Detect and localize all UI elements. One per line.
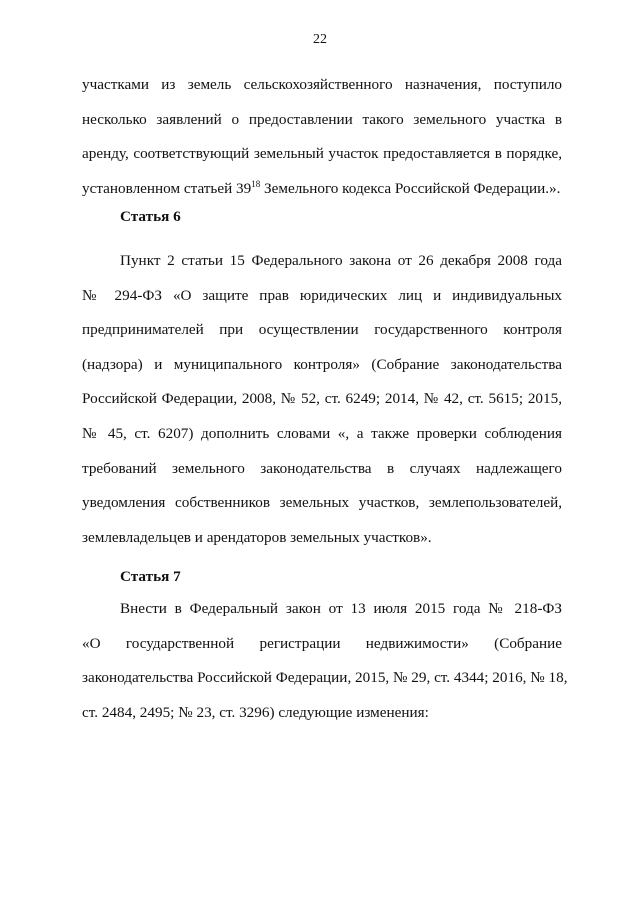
paragraph-last-line: ст. 2484, 2495; № 23, ст. 3296) следующие изменения: [82, 703, 429, 721]
paragraph-line: предпринимателей при осуществлении государственного контроля [82, 321, 562, 339]
paragraph-line: участками из земель сельскохозяйственного назначения, поступило [82, 76, 562, 93]
paragraph-line: № 294-ФЗ «О защите прав юридических лиц и индивидуальных [82, 286, 562, 304]
article-7-heading: Статья 7 [120, 568, 181, 585]
paragraph-line: Внести в Федеральный закон от 13 июля 2015 года № 218-ФЗ [120, 600, 562, 617]
paragraph-line: (надзора) и муниципального контроля» (Собрание законодательства [82, 355, 562, 373]
page-number: 22 [313, 32, 327, 47]
continuation-paragraph [82, 68, 562, 206]
paragraph-line: аренду, соответствующий земельный участок предоставляется в порядке, [82, 145, 562, 163]
paragraph-last-line [82, 172, 562, 207]
article-6-paragraph [82, 244, 562, 555]
paragraph-line: несколько заявлений о предоставлении такого земельного участка в [82, 110, 562, 128]
superscript: 18 [251, 178, 261, 189]
line-text: установленном статьей 39 [82, 179, 252, 197]
paragraph-last-line: землевладельцев и арендаторов земельных участков». [82, 528, 432, 546]
paragraph-line: Российской Федерации, 2008, № 52, ст. 6249; 2014, № 42, ст. 5615; 2015, [82, 390, 562, 408]
paragraph-line: Пункт 2 статьи 15 Федерального закона от 26 декабря 2008 года [120, 252, 562, 269]
paragraph-line: требований земельного законодательства в случаях надлежащего [82, 459, 562, 477]
line-text: Земельного кодекса Российской Федерации.». [260, 179, 561, 197]
paragraph-line: № 45, ст. 6207) дополнить словами «, а также проверки соблюдения [82, 424, 562, 442]
article-7-paragraph [82, 592, 568, 730]
article-6-heading: Статья 6 [120, 208, 181, 225]
paragraph-line: законодательства Российской Федерации, 2015, № 29, ст. 4344; 2016, № 18, [82, 669, 568, 687]
paragraph-line: уведомления собственников земельных участков, землепользователей, [82, 494, 562, 512]
paragraph-line: «О государственной регистрации недвижимости» (Собрание [82, 634, 562, 652]
